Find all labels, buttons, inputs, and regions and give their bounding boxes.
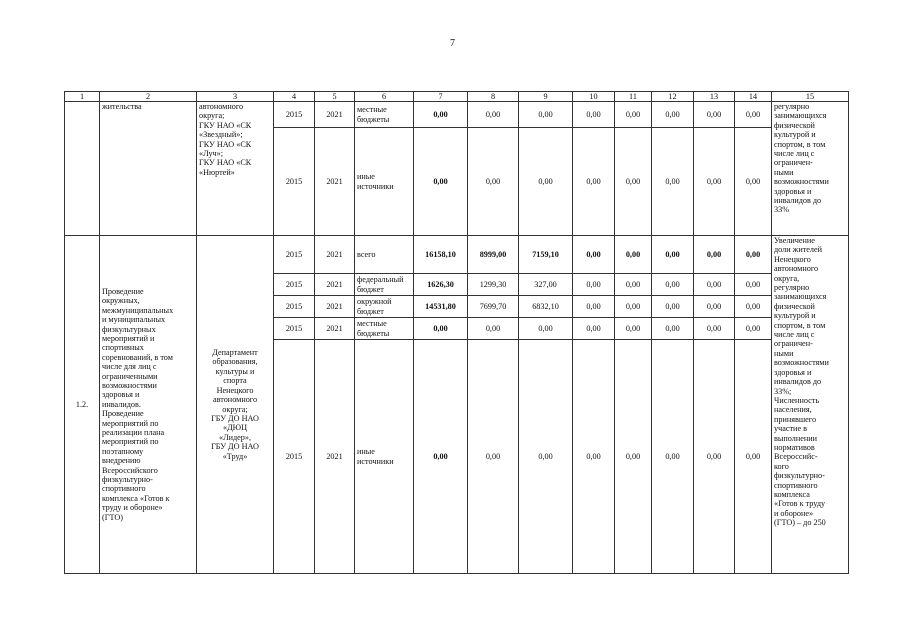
measure-name-cell: жительства: [100, 102, 197, 236]
value-cell: 0,00: [735, 236, 772, 274]
value-cell: 0,00: [519, 340, 573, 574]
table-row: [65, 236, 849, 274]
header-cell: 10: [573, 92, 615, 102]
value-cell: 0,00: [573, 296, 615, 318]
funding-source-cell: окружной бюджет: [355, 296, 414, 318]
value-cell: 14531,80: [414, 296, 468, 318]
header-cell: 15: [772, 92, 849, 102]
start-year-cell: 2015: [274, 102, 315, 128]
value-cell: 0,00: [735, 102, 772, 128]
expected-result-cell: регулярно занимающихся физической культурой и спортом, в том числе лиц с ограничен- ными возможностями здоровья и инвалидов до 33%: [772, 102, 849, 236]
header-cell: 5: [315, 92, 355, 102]
value-cell: 0,00: [573, 274, 615, 296]
header-cell: 14: [735, 92, 772, 102]
value-cell: 0,00: [652, 340, 694, 574]
value-cell: 0,00: [519, 318, 573, 340]
header-cell: 7: [414, 92, 468, 102]
program-table: [64, 91, 849, 574]
value-cell: 327,00: [519, 274, 573, 296]
value-cell: 0,00: [414, 102, 468, 128]
value-cell: 6832,10: [519, 296, 573, 318]
value-cell: 0,00: [652, 296, 694, 318]
header-cell: 2: [100, 92, 197, 102]
start-year-cell: 2015: [274, 128, 315, 236]
value-cell: 0,00: [652, 318, 694, 340]
value-cell: 0,00: [652, 274, 694, 296]
funding-source-cell: местные бюджеты: [355, 102, 414, 128]
value-cell: 0,00: [468, 128, 519, 236]
end-year-cell: 2021: [315, 236, 355, 274]
value-cell: 7159,10: [519, 236, 573, 274]
header-cell: 1: [65, 92, 100, 102]
funding-source-cell: федеральный бюджет: [355, 274, 414, 296]
header-cell: 9: [519, 92, 573, 102]
end-year-cell: 2021: [315, 274, 355, 296]
value-cell: 0,00: [573, 236, 615, 274]
value-cell: 0,00: [414, 340, 468, 574]
item-number-cell: [65, 102, 100, 236]
value-cell: 0,00: [468, 318, 519, 340]
start-year-cell: 2015: [274, 318, 315, 340]
value-cell: 0,00: [519, 102, 573, 128]
value-cell: 0,00: [652, 102, 694, 128]
start-year-cell: 2015: [274, 340, 315, 574]
funding-source-cell: всего: [355, 236, 414, 274]
header-cell: 6: [355, 92, 414, 102]
value-cell: 0,00: [694, 128, 735, 236]
value-cell: 1299,30: [468, 274, 519, 296]
end-year-cell: 2021: [315, 128, 355, 236]
value-cell: 0,00: [652, 128, 694, 236]
start-year-cell: 2015: [274, 274, 315, 296]
end-year-cell: 2021: [315, 340, 355, 574]
value-cell: 0,00: [694, 340, 735, 574]
value-cell: 16158,10: [414, 236, 468, 274]
start-year-cell: 2015: [274, 296, 315, 318]
value-cell: 0,00: [573, 340, 615, 574]
page-number: 7: [450, 38, 455, 49]
value-cell: 0,00: [735, 296, 772, 318]
end-year-cell: 2021: [315, 296, 355, 318]
value-cell: 0,00: [735, 340, 772, 574]
value-cell: 0,00: [694, 318, 735, 340]
measure-name-cell: Проведение окружных, межмуниципальных и муниципальных физкультурных мероприятий и спортивных соревнований, в том числе для лиц с ограниченными возможностями здоровья и инвалидов. Проведение мероприятий по реализации плана мероприятий по поэтапному внедрению Всероссийского физкультурно- спортивного комплекса «Готов к труду и обороне» (ГТО): [100, 236, 197, 574]
value-cell: 0,00: [615, 274, 652, 296]
executor-cell: автономного округа; ГКУ НАО «СК «Звездный»; ГКУ НАО «СК «Луч»; ГКУ НАО «СК «Нюртей»: [197, 102, 274, 236]
funding-source-cell: местные бюджеты: [355, 318, 414, 340]
start-year-cell: 2015: [274, 236, 315, 274]
item-number-cell: 1.2.: [65, 236, 100, 574]
header-cell: 13: [694, 92, 735, 102]
funding-source-cell: иные источники: [355, 128, 414, 236]
funding-source-cell: иные источники: [355, 340, 414, 574]
table-row: [65, 102, 849, 128]
header-cell: 4: [274, 92, 315, 102]
header-cell: 12: [652, 92, 694, 102]
value-cell: 0,00: [694, 296, 735, 318]
header-cell: 8: [468, 92, 519, 102]
value-cell: 0,00: [519, 128, 573, 236]
value-cell: 7699,70: [468, 296, 519, 318]
header-row: [65, 92, 849, 102]
value-cell: 0,00: [468, 340, 519, 574]
value-cell: 1626,30: [414, 274, 468, 296]
end-year-cell: 2021: [315, 102, 355, 128]
value-cell: 0,00: [414, 128, 468, 236]
value-cell: 0,00: [735, 128, 772, 236]
value-cell: 0,00: [573, 128, 615, 236]
value-cell: 0,00: [735, 318, 772, 340]
value-cell: 0,00: [735, 274, 772, 296]
value-cell: 0,00: [615, 236, 652, 274]
value-cell: 0,00: [615, 296, 652, 318]
end-year-cell: 2021: [315, 318, 355, 340]
header-cell: 3: [197, 92, 274, 102]
value-cell: 0,00: [694, 274, 735, 296]
value-cell: 0,00: [615, 102, 652, 128]
value-cell: 0,00: [694, 102, 735, 128]
value-cell: 0,00: [573, 318, 615, 340]
value-cell: 0,00: [615, 318, 652, 340]
header-cell: 11: [615, 92, 652, 102]
value-cell: 0,00: [652, 236, 694, 274]
value-cell: 0,00: [615, 340, 652, 574]
value-cell: 0,00: [414, 318, 468, 340]
value-cell: 8999,00: [468, 236, 519, 274]
executor-cell: Департамент образования, культуры и спорта Ненецкого автономного округа; ГБУ ДО НАО «ДЮЦ «Лидер», ГБУ ДО НАО «Труд»: [197, 236, 274, 574]
value-cell: 0,00: [573, 102, 615, 128]
value-cell: 0,00: [468, 102, 519, 128]
expected-result-cell: Увеличение доли жителей Ненецкого автономного округа, регулярно занимающихся физической культурой и спортом, в том числе лиц с ограничен- ными возможностями здоровья и инвалидов до 33%; Численность населения, принявшего участие в выполнении нормативов Всероссийс- кого физкультурно- спортивного комплекса «Готов к труду и обороне» (ГТО) – до 250: [772, 236, 849, 574]
value-cell: 0,00: [615, 128, 652, 236]
value-cell: 0,00: [694, 236, 735, 274]
